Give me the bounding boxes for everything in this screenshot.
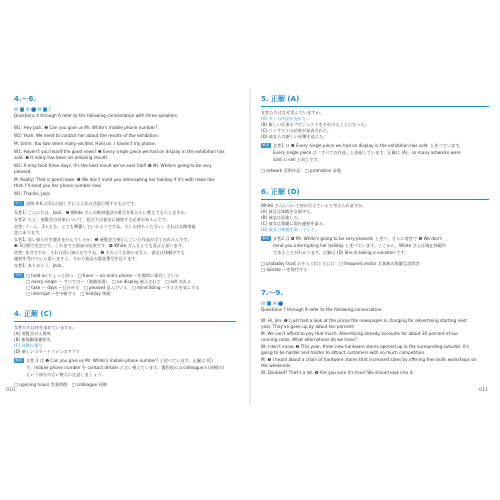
script-line: pleased. [14, 169, 32, 174]
q4-explanation-line: で、mobile phone number を contact details と言い換えています。選択肢の a colleague's (同僚の) [26, 365, 224, 370]
script-line: W1: Thanks, Jack. [14, 191, 52, 196]
q4-title: 4. 正解 (C) [14, 310, 52, 318]
vocab-line: □ hold on ちょっと待つ □ have ～ on one's phone ～を携帯に保存している [26, 273, 180, 278]
script-line: M: We can't afford to pay that much. Advertising already accounts for about 30 percent of our [261, 331, 459, 336]
speaker-icons: W 📘 M 🔵 M 📘 F [14, 107, 52, 112]
translation-line: 女性2: ええ、展覧会の結果について、私たちは彼女に連絡する必要があるんです。 [14, 217, 170, 222]
translation-line: 話にあります。 [14, 230, 43, 235]
vocab-line: □ take ～ days ～日かかる □ pleased 喜んでいる □ mind doing ～するのを気にする [26, 285, 200, 290]
translation-line: ❸ 3日間で完売です。これまでで最高の結果です。❹ White さんもとても喜ぶと思います。 [14, 243, 186, 248]
q6-vocab-line: □ probably trust おそらく信じるには □ frequent visitor お客様の頻繁な訪問者 [261, 261, 420, 266]
q4-question: 女性たちは何を求めていますか。 [14, 325, 77, 330]
q4-rule [14, 321, 236, 322]
left-page [0, 88, 249, 406]
q4-option: (D) 新しいスマートフォンのアプリ [14, 349, 80, 354]
page-number-right: 011 [479, 388, 488, 393]
q5-explanation-line: 女性1 は ❷ Every single piece we had on display in the exhibition has sold. と述べています。 [273, 143, 464, 148]
script-line: W: Hi, Jim. ❶ I just had a look at the prices the newspaper is charging for advertising starting next [261, 318, 467, 323]
q6-vocab-line: □ donate ～を寄付する [261, 267, 308, 272]
q5-rule [261, 106, 489, 107]
book-spread [0, 88, 500, 406]
script-line: W2: Yeah. We need to contact her about the results of the exhibition. [14, 133, 159, 138]
q5-title: 5. 正解 (A) [261, 95, 300, 103]
script-line: M: Really! That is good news. ❺ We don't mind you interrupting her holiday if it's with news like [14, 177, 215, 182]
q5-explanation-line: sold の sell と同じです。 [273, 157, 322, 162]
q5-option-correct: (A) 多くの作品が売れた。 [261, 116, 311, 121]
translation-line: 男性: うーん、2人とも、とても興奮しているようですね。少しお待ちください。それはお携帯電 [14, 224, 196, 229]
q6-option-correct: (D) 彼女は休暇を取っている。 [261, 227, 320, 232]
q6-rule [261, 199, 489, 200]
script-line: sold. ❸ It really has been an amazing result! [14, 155, 108, 160]
script-line: that. I'll send you her phone number now. [14, 183, 102, 188]
q5-option: (C) コンテストの結果が発表された。 [261, 128, 332, 133]
script-line: running costs. What alternatives do we have? [261, 337, 357, 342]
script-line: year. They've gone up by about ten percent! [261, 324, 355, 329]
script-line: W2: It only took three days. It's the best result we've ever had! ❹ Mr. White's going to be very [14, 163, 212, 168]
speaker-icons: W 📘 M 🔵 [261, 301, 284, 306]
q6-explanation-tag: 解説 [262, 236, 270, 240]
q4-vocab: □ opening hours 営業時間 □ colleague 同僚 [14, 382, 107, 387]
q6-question: White さんについて何が言えていると考えられますか。 [261, 203, 367, 208]
translation-line: 女性1: こんにちは、Jack。❶ White さんの携帯電話の番号を私たちに教えてもらえますか。 [14, 210, 189, 215]
questions-intro: Questions 7 through 9 refer to the following conversation. [261, 307, 383, 312]
script-line: going to be harder and harder to attract customers with so much competition. [261, 350, 426, 355]
translation-tag: 訳文 [15, 201, 23, 205]
q4-option: (B) 新規顧客連絡先 [14, 337, 51, 342]
q4-option-correct: (C) 同僚の番号 [14, 343, 43, 348]
page-number-left: 010 [6, 388, 15, 393]
right-page [251, 88, 500, 406]
translation-line: 設問 4-6 は3人の話し手による次の会話に関するものです。 [26, 201, 139, 206]
translation-line: 連絡を受けたいと思いますよ。今から彼女の電話番号を送ります。 [14, 256, 140, 261]
q6-explanation-line: 女性2 は ❹ Mr. White's going to be very pleased. と述べ、さらに男性で ❺ We don't [273, 236, 442, 241]
q4-explanation-line: 女性 1 は ❶ Can you give us Mr. White's mobile phone number? と述べています。正解は (C) [26, 358, 213, 363]
q5-option: (B) 新しい仕事のプロジェクトを手がけることになった。 [261, 122, 369, 127]
q5-explanation-tag: 解説 [262, 143, 270, 147]
script-line: the weekends. [261, 363, 292, 368]
script-line: W1: Hey Jack. ❶ Can you give us Mr. White's mobile phone number? [14, 125, 158, 130]
q5-vocab: □ artwork 美術作品 □ promotion 昇進 [261, 168, 342, 173]
vocab-tag: 語句 [15, 273, 23, 277]
q4-explanation-tag: 解説 [15, 358, 23, 362]
script-line: W: Doubled? That's a lot. ❹ Are you sure it's true? We should look into it. [261, 370, 414, 375]
questions-intro: Questions 4 through 6 refer to the following conversation with three speakers. [14, 113, 179, 118]
q6-explanation-line: mind you interrupting her holiday と述べています。ここから、White さんは現在休暇中 [273, 243, 447, 248]
section-title-4-6: 4.～6. [14, 95, 37, 103]
q6-option: (C) 彼女は頻繁に現在連絡を取る。 [261, 221, 328, 226]
q6-option: (B) 彼女は昇進した。 [261, 215, 302, 220]
script-line: M: Umm. You two seem really excited. Hold on. I haven't my phone. [14, 141, 156, 146]
q5-question: 女性たちはなぜ喜んでいますか。 [261, 110, 324, 115]
vocab-line: □ interrupt ～を中断する □ holiday 休暇 [26, 291, 111, 296]
translation-line: 女性1: ありがとう、Jack。 [14, 263, 66, 268]
q6-option: (A) 彼女は休暇を計画中だ。 [261, 209, 315, 214]
translation-line: 女性1: 良い知らせを聞きませんでしたか。❷ 展覧会で展示していた作品が全て売れたんです。 [14, 237, 192, 242]
vocab-line: □ every single ～ すべての～（強調表現） □ on display 展示されて □ sell 売れる [26, 279, 192, 284]
section-title-7-9: 7.～9. [261, 289, 284, 297]
script-line: W: I don't know. ❷ This year, three new hardware stores opened up in the surrounding suburbs. It's [261, 344, 470, 349]
script-line: M: ❸ I heard about a chain of hardware stores that increased sales by offering free skills workshops on [261, 357, 477, 362]
q4-explanation-line: という部分の言い換えに注意しましょう。 [26, 372, 106, 377]
q6-explanation-line: であることがわかります。正解は (D) She is taking a vacation です。 [273, 250, 409, 255]
script-line: W1: Haven't you heard the good news? ❷ Every single piece we had on display in the exhibition has [14, 149, 225, 154]
translation-line: 男性: 本当ですか、それは良い知らせですね。❺ そのような知らせなら、彼女は休暇中でも [14, 250, 185, 255]
q4-option: (A) 展覧会の入場券 [14, 331, 51, 336]
q5-explanation-line: Every single piece は「すべての作品」と表現しています。正解は (A)。so many artworks were [273, 150, 461, 155]
q5-option: (D) 彼女らは新しい同僚を迎えた。 [261, 134, 328, 139]
q6-title: 6. 正解 (D) [261, 188, 300, 196]
